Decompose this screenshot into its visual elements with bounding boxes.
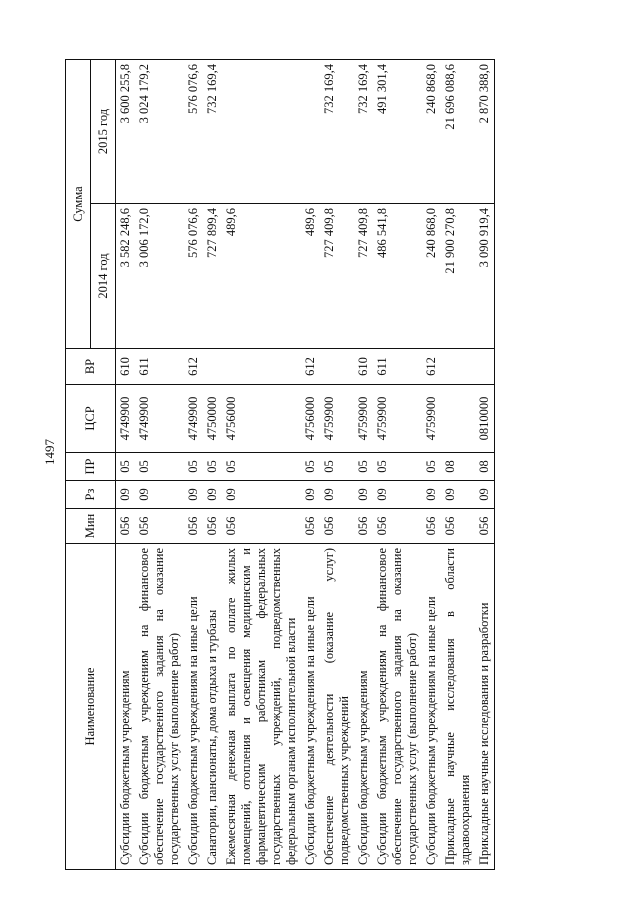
cell-2014: 489,6 — [301, 204, 320, 349]
cell-2014: 727 409,8 — [354, 204, 373, 349]
cell-name: Субсидии бюджетным учреждениям на иные цели — [301, 544, 320, 870]
cell-2015: 732 169,4 — [354, 60, 373, 204]
cell-vr — [475, 349, 495, 385]
cell-2015: 3 024 179,2 — [135, 60, 184, 204]
cell-pr: 05 — [135, 453, 184, 481]
cell-2015: 491 301,4 — [373, 60, 422, 204]
cell-2014: 21 900 270,8 — [441, 204, 475, 349]
cell-csr — [441, 385, 475, 453]
cell-rz: 09 — [222, 481, 301, 509]
cell-csr: 4759900 — [373, 385, 422, 453]
cell-rz: 09 — [203, 481, 222, 509]
cell-vr: 611 — [135, 349, 184, 385]
table-row — [203, 60, 222, 870]
cell-pr: 08 — [475, 453, 495, 481]
col-header-sum: Сумма — [66, 60, 91, 349]
cell-2014: 486 541,8 — [373, 204, 422, 349]
cell-vr: 610 — [354, 349, 373, 385]
cell-name: Санатории, пансионаты, дома отдыха и турбазы — [203, 544, 222, 870]
cell-name: Субсидии бюджетным учреждениям на иные цели — [422, 544, 441, 870]
cell-vr — [203, 349, 222, 385]
table-row — [475, 60, 495, 870]
cell-min: 056 — [135, 509, 184, 544]
table-row — [422, 60, 441, 870]
cell-csr: 4759900 — [320, 385, 354, 453]
cell-rz: 09 — [301, 481, 320, 509]
cell-pr: 05 — [184, 453, 203, 481]
cell-rz: 09 — [184, 481, 203, 509]
cell-vr: 612 — [301, 349, 320, 385]
cell-csr: 4756000 — [301, 385, 320, 453]
cell-vr — [222, 349, 301, 385]
cell-rz: 09 — [475, 481, 495, 509]
cell-2014: 3 582 248,6 — [116, 204, 136, 349]
cell-min: 056 — [203, 509, 222, 544]
cell-csr: 4756000 — [222, 385, 301, 453]
cell-csr: 4750000 — [203, 385, 222, 453]
col-header-rz: Рз — [66, 481, 116, 509]
cell-name: Субсидии бюджетным учреждениям на финансовое обеспечение государственного задания на оказание государственных услуг (выполнение работ) — [135, 544, 184, 870]
cell-vr: 612 — [422, 349, 441, 385]
cell-pr: 05 — [354, 453, 373, 481]
table-row — [373, 60, 422, 870]
cell-csr: 4749900 — [135, 385, 184, 453]
table-row — [184, 60, 203, 870]
cell-vr — [320, 349, 354, 385]
cell-2015: 3 600 255,8 — [116, 60, 136, 204]
cell-rz: 09 — [135, 481, 184, 509]
cell-pr: 05 — [116, 453, 136, 481]
cell-pr: 05 — [222, 453, 301, 481]
col-header-vr: ВР — [66, 349, 116, 385]
cell-name: Обеспечение деятельности (оказание услуг) подведомственных учреждений — [320, 544, 354, 870]
table-row — [354, 60, 373, 870]
cell-name: Прикладные научные исследования в области здравоохранения — [441, 544, 475, 870]
cell-2015: 240 868,0 — [422, 60, 441, 204]
table-row — [222, 60, 301, 870]
cell-min: 056 — [422, 509, 441, 544]
cell-2014: 727 899,4 — [203, 204, 222, 349]
cell-min: 056 — [184, 509, 203, 544]
cell-name: Прикладные научные исследования и разработки — [475, 544, 495, 870]
cell-vr: 612 — [184, 349, 203, 385]
cell-2015 — [222, 60, 301, 204]
table-row — [135, 60, 184, 870]
cell-csr: 4749900 — [184, 385, 203, 453]
table-row — [441, 60, 475, 870]
cell-vr: 610 — [116, 349, 136, 385]
cell-pr: 05 — [422, 453, 441, 481]
cell-pr: 05 — [373, 453, 422, 481]
cell-name: Субсидии бюджетным учреждениям на иные цели — [184, 544, 203, 870]
cell-csr: 4759900 — [422, 385, 441, 453]
cell-rz: 09 — [354, 481, 373, 509]
cell-2014: 3 006 172,0 — [135, 204, 184, 349]
table-body — [116, 60, 495, 870]
cell-name: Субсидии бюджетным учреждениям — [354, 544, 373, 870]
cell-2014: 489,6 — [222, 204, 301, 349]
cell-2014: 727 409,8 — [320, 204, 354, 349]
cell-pr: 05 — [203, 453, 222, 481]
cell-2015: 21 696 088,6 — [441, 60, 475, 204]
rotated-page — [65, 60, 585, 870]
cell-min: 056 — [301, 509, 320, 544]
cell-min: 056 — [475, 509, 495, 544]
cell-2015: 732 169,4 — [320, 60, 354, 204]
cell-2015: 2 870 388,0 — [475, 60, 495, 204]
cell-rz: 09 — [441, 481, 475, 509]
cell-min: 056 — [354, 509, 373, 544]
cell-min: 056 — [320, 509, 354, 544]
cell-rz: 09 — [422, 481, 441, 509]
col-header-name: Наименование — [66, 544, 116, 870]
cell-csr: 0810000 — [475, 385, 495, 453]
cell-2014: 576 076,6 — [184, 204, 203, 349]
col-header-2015: 2015 год — [91, 60, 116, 204]
cell-rz: 09 — [373, 481, 422, 509]
col-header-pr: ПР — [66, 453, 116, 481]
cell-min: 056 — [373, 509, 422, 544]
cell-vr — [441, 349, 475, 385]
table-row — [116, 60, 136, 870]
cell-rz: 09 — [116, 481, 136, 509]
cell-2015: 576 076,6 — [184, 60, 203, 204]
cell-2014: 240 868,0 — [422, 204, 441, 349]
cell-name: Субсидии бюджетным учреждениям — [116, 544, 136, 870]
col-header-min: Мин — [66, 509, 116, 544]
cell-vr: 611 — [373, 349, 422, 385]
table-row — [320, 60, 354, 870]
cell-pr: 05 — [320, 453, 354, 481]
page-number: 1497 — [42, 439, 57, 465]
budget-table — [65, 59, 495, 870]
cell-name: Ежемесячная денежная выплата по оплате жилых помещений, отопления и освещения медицинским и фармацевтическим работникам федеральных государственных учреждений, подведомственных федеральным органам исполнительной власти — [222, 544, 301, 870]
cell-name: Субсидии бюджетным учреждениям на финансовое обеспечение государственного задания на оказание государственных услуг (выполнение работ) — [373, 544, 422, 870]
cell-csr: 4759900 — [354, 385, 373, 453]
cell-rz: 09 — [320, 481, 354, 509]
cell-2014: 3 090 919,4 — [475, 204, 495, 349]
col-header-2014: 2014 год — [91, 204, 116, 349]
cell-2015 — [301, 60, 320, 204]
cell-2015: 732 169,4 — [203, 60, 222, 204]
cell-pr: 05 — [301, 453, 320, 481]
cell-csr: 4749900 — [116, 385, 136, 453]
table-row — [301, 60, 320, 870]
cell-min: 056 — [441, 509, 475, 544]
cell-min: 056 — [116, 509, 136, 544]
cell-min: 056 — [222, 509, 301, 544]
col-header-csr: ЦСР — [66, 385, 116, 453]
cell-pr: 08 — [441, 453, 475, 481]
